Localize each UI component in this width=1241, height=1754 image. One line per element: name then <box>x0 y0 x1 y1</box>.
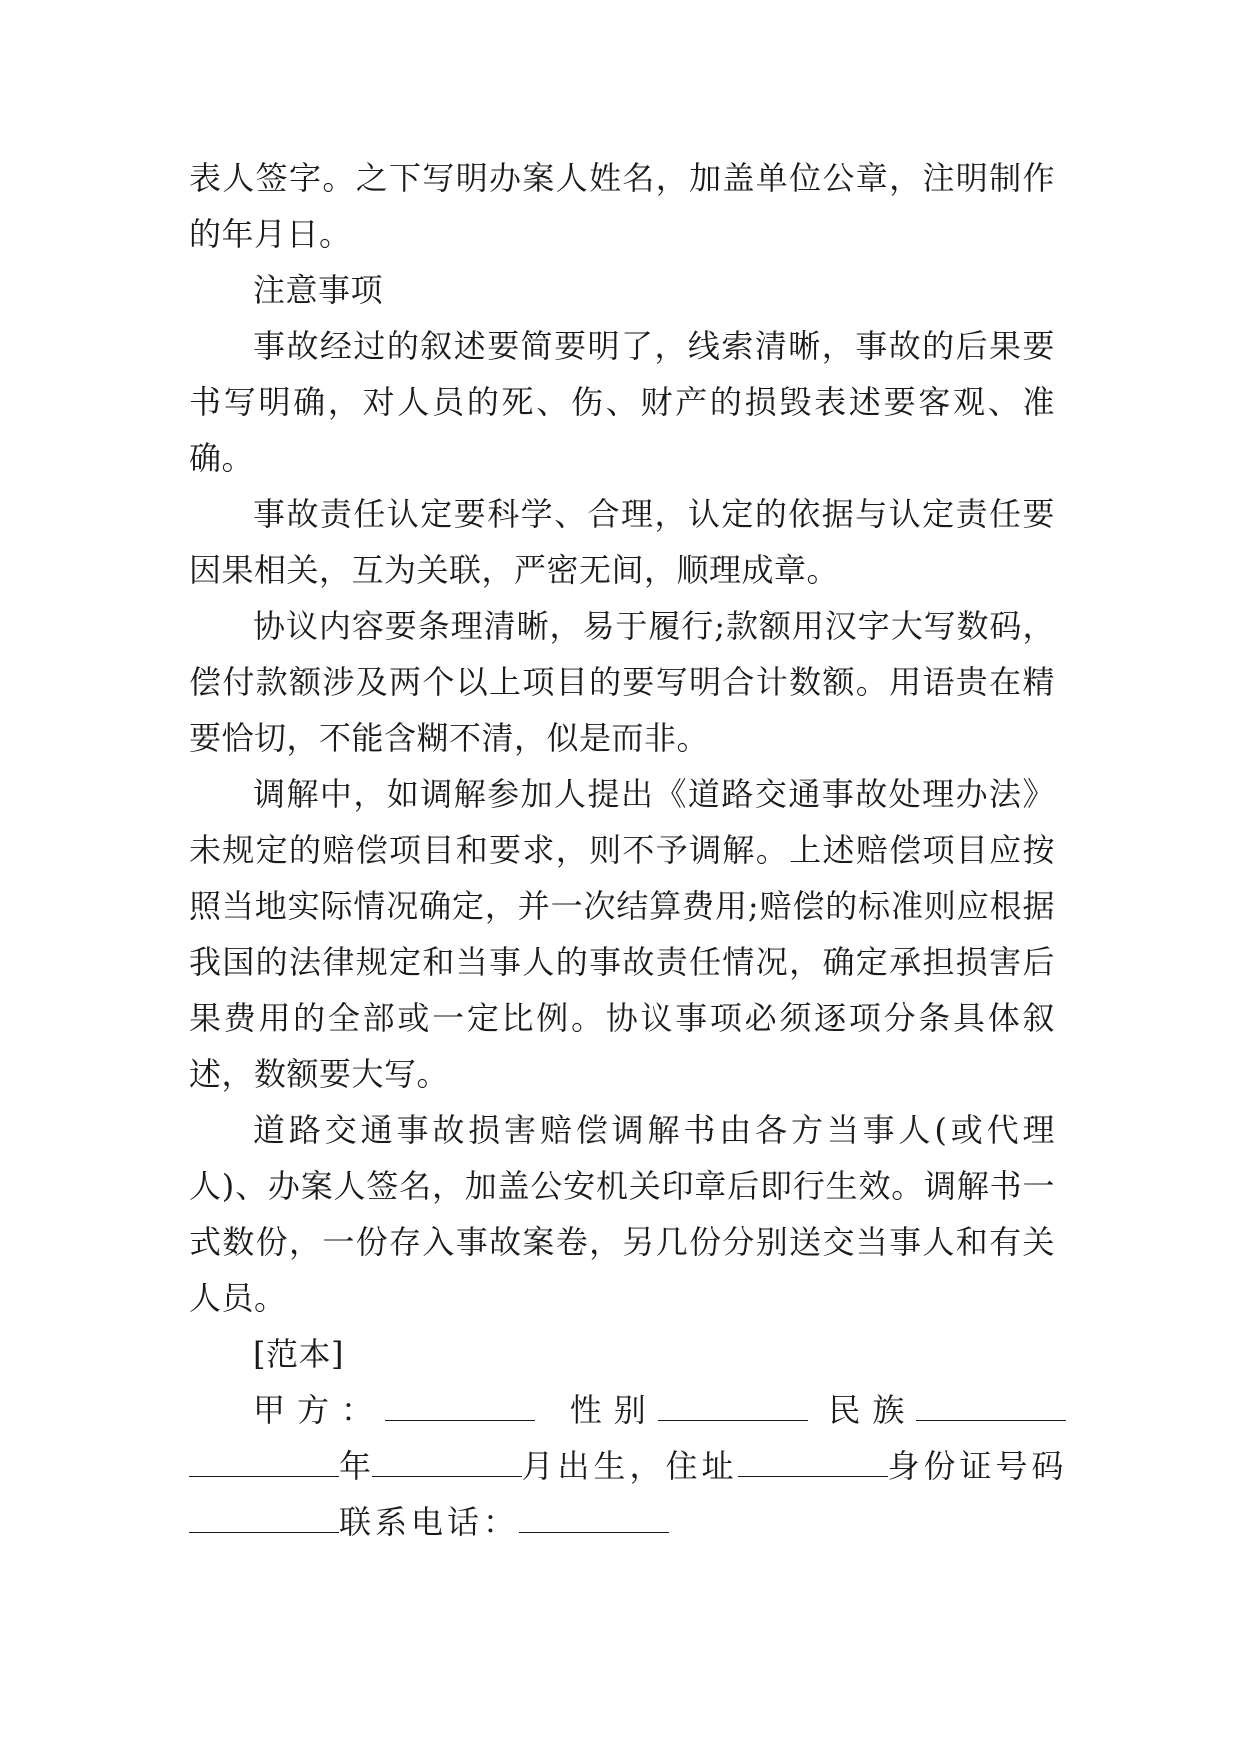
phone-blank[interactable] <box>519 1506 669 1533</box>
paragraph-accident-narrative: 事故经过的叙述要简要明了，线索清晰，事故的后果要书写明确，对人员的死、伤、财产的损毁表述要客观、准确。 <box>189 327 1055 477</box>
paragraph-signature-note: 表人签字。之下写明办案人姓名，加盖单位公章，注明制作的年月日。 <box>189 159 1055 253</box>
id-number-blank[interactable] <box>189 1506 339 1533</box>
address-blank[interactable] <box>738 1450 888 1477</box>
birth-month-blank[interactable] <box>372 1450 522 1477</box>
ethnicity-blank[interactable] <box>916 1394 1066 1421</box>
form-line-birth-address <box>189 1438 1068 1494</box>
id-number-label: 身份证号码 <box>887 1447 1068 1485</box>
heading-notes: 注意事项 <box>253 271 384 309</box>
paragraph-responsibility: 事故责任认定要科学、合理，认定的依据与认定责任要因果相关，互为关联，严密无间，顺理成章。 <box>189 495 1055 589</box>
paragraph-effectiveness: 道路交通事故损害赔偿调解书由各方当事人(或代理人)、办案人签名，加盖公安机关印章后即行生效。调解书一式数份，一份存入事故案卷，另几份分别送交当事人和有关人员。 <box>189 1111 1055 1317</box>
month-born-address-label: 月出生，住址 <box>521 1447 738 1485</box>
paragraph-mediation: 调解中，如调解参加人提出《道路交通事故处理办法》未规定的赔偿项目和要求，则不予调解。上述赔偿项目应按照当地实际情况确定，并一次结算费用;赔偿的标准则应根据我国的法律规定和当事人的事故责任情况，确定承担损害后果费用的全部或一定比例。协议事项必须逐项分条具体叙述，数额要大写。 <box>189 775 1055 1093</box>
gender-blank[interactable] <box>658 1394 808 1421</box>
gender-label: 性别 <box>569 1391 658 1429</box>
party-a-label: 甲方： <box>253 1391 386 1429</box>
party-a-name-blank[interactable] <box>385 1394 535 1421</box>
year-label: 年 <box>339 1447 372 1485</box>
form-line-contact <box>189 1494 1055 1550</box>
phone-label: 联系电话： <box>339 1503 520 1541</box>
document-page <box>189 150 1068 1550</box>
form-line-party-a <box>189 1382 1055 1438</box>
ethnicity-label: 民族 <box>828 1391 917 1429</box>
paragraph-agreement-content: 协议内容要条理清晰，易于履行;款额用汉字大写数码，偿付款额涉及两个以上项目的要写明合计数额。用语贵在精要恰切，不能含糊不清，似是而非。 <box>189 607 1055 757</box>
birth-year-blank[interactable] <box>189 1450 339 1477</box>
sample-label: [范本] <box>253 1335 344 1373</box>
